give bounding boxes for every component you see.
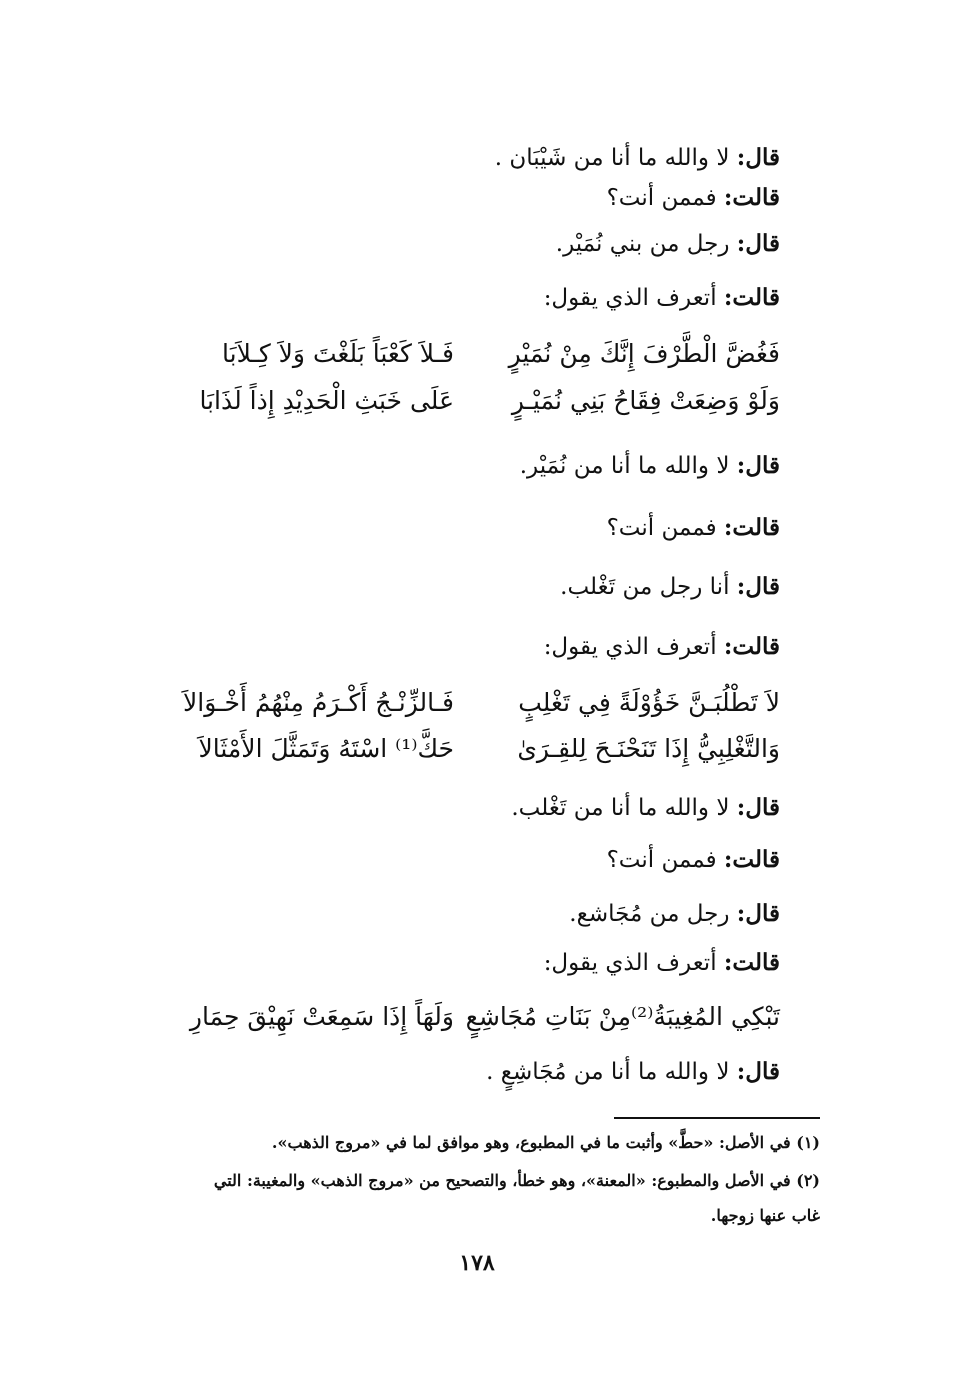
dialogue-text: أتعرف الذي يقول: <box>543 285 717 311</box>
dialogue-text: لا والله ما أنا من شَيْبَان . <box>494 145 730 171</box>
dialogue-text: أتعرف الذي يقول: <box>543 950 717 976</box>
page-number: ١٧٨ <box>459 1250 495 1276</box>
verse-hemistich: وَلَوْ وَضِعَتْ فِقَاحُ بَنِي نُمَيْـرٍ <box>511 386 780 415</box>
verse-hemistich: وَلَهَاً إِذَا سَمِعَتْ نَهِيْقَ حِمَارِ <box>189 1002 454 1031</box>
dialogue-line <box>486 1055 780 1089</box>
dialogue-line <box>520 449 780 483</box>
dialogue-text: فممن أنت؟ <box>606 185 717 211</box>
speaker-label: قال: <box>736 900 780 927</box>
speaker-label: قال: <box>736 1058 780 1085</box>
speaker-label: قالت: <box>723 284 780 311</box>
dialogue-line <box>607 511 780 545</box>
dialogue-text: لا والله ما أنا من نُمَيْر. <box>519 453 730 479</box>
verse-hemistich: وَالتَّغْلِبِيُّ إِذَا تَنَحْنَـحَ لِلقِـرَىٰ <box>517 734 780 763</box>
dialogue-line <box>560 570 780 604</box>
verse-hemistich: فَغُضَّ الْطَّرْفَ إِنَّكَ مِنْ نُمَيْرٍ <box>508 339 780 368</box>
verse-hemistich: حَكَّ⁽¹⁾ اسْتَهُ وَتَمَثَّلَ الأَمْثَالاَ <box>198 734 454 763</box>
speaker-label: قال: <box>736 144 780 171</box>
verse-hemistich: فَـالزِّنْـجُ أَكْـرَمُ مِنْهُمُ أَخْـوَالاَ <box>183 688 454 717</box>
dialogue-text: أتعرف الذي يقول: <box>543 634 717 660</box>
dialogue-line <box>544 630 780 664</box>
footnote-separator <box>614 1117 820 1119</box>
dialogue-text: أنا رجل من تَغْلب. <box>560 574 730 600</box>
dialogue-line <box>607 181 780 215</box>
speaker-label: قالت: <box>723 949 780 976</box>
dialogue-text: فممن أنت؟ <box>606 515 717 541</box>
speaker-label: قالت: <box>723 184 780 211</box>
dialogue-line <box>544 281 780 315</box>
dialogue-text: رجل من مُجَاشع. <box>569 901 730 927</box>
verse-hemistich: تَبْكِي المُغِيبَةُ⁽²⁾مِنْ بَنَاتِ مُجَاشِعٍ <box>465 1002 780 1031</box>
dialogue-line <box>495 141 780 175</box>
speaker-label: قال: <box>736 573 780 600</box>
dialogue-text: فممن أنت؟ <box>606 847 717 873</box>
verse-hemistich: فَـلاَ كَعْبَاً بَلَغْتَ وَلاَ كِـلاَبَا <box>222 339 454 368</box>
dialogue-line <box>511 791 780 825</box>
speaker-label: قال: <box>736 452 780 479</box>
dialogue-line <box>607 843 780 877</box>
dialogue-text: لا والله ما أنا من تَغْلب. <box>511 795 730 821</box>
speaker-label: قالت: <box>723 633 780 660</box>
verse-hemistich: لاَ تَطْلُبَـنَّ خَؤُوْلَةً فِي تَغْلِبٍ <box>518 688 780 717</box>
verse-hemistich: عَلَى خَبَثِ الْحَدِيْدِ إِذاً لَذَابَا <box>199 386 454 415</box>
speaker-label: قالت: <box>723 846 780 873</box>
speaker-label: قالت: <box>723 514 780 541</box>
dialogue-line <box>544 946 780 980</box>
footnote-1: (١) في الأصل: «حطَّ» وأثبت ما في المطبوع، وهو موافق لما في «مروج الذهب». <box>271 1133 820 1152</box>
speaker-label: قال: <box>736 230 780 257</box>
dialogue-line <box>569 897 780 931</box>
footnote-2-continued: غاب عنها زوجها. <box>710 1206 820 1225</box>
speaker-label: قال: <box>736 794 780 821</box>
dialogue-line <box>556 227 780 261</box>
dialogue-text: رجل من بني نُمَيْر. <box>555 231 730 257</box>
footnote-2: (٢) في الأصل والمطبوع: «المعنة»، وهو خطأ، والتصحيح من «مروج الذهب» والمغيبة: التي <box>213 1171 820 1190</box>
dialogue-text: لا والله ما أنا من مُجَاشِعٍ . <box>486 1059 730 1085</box>
